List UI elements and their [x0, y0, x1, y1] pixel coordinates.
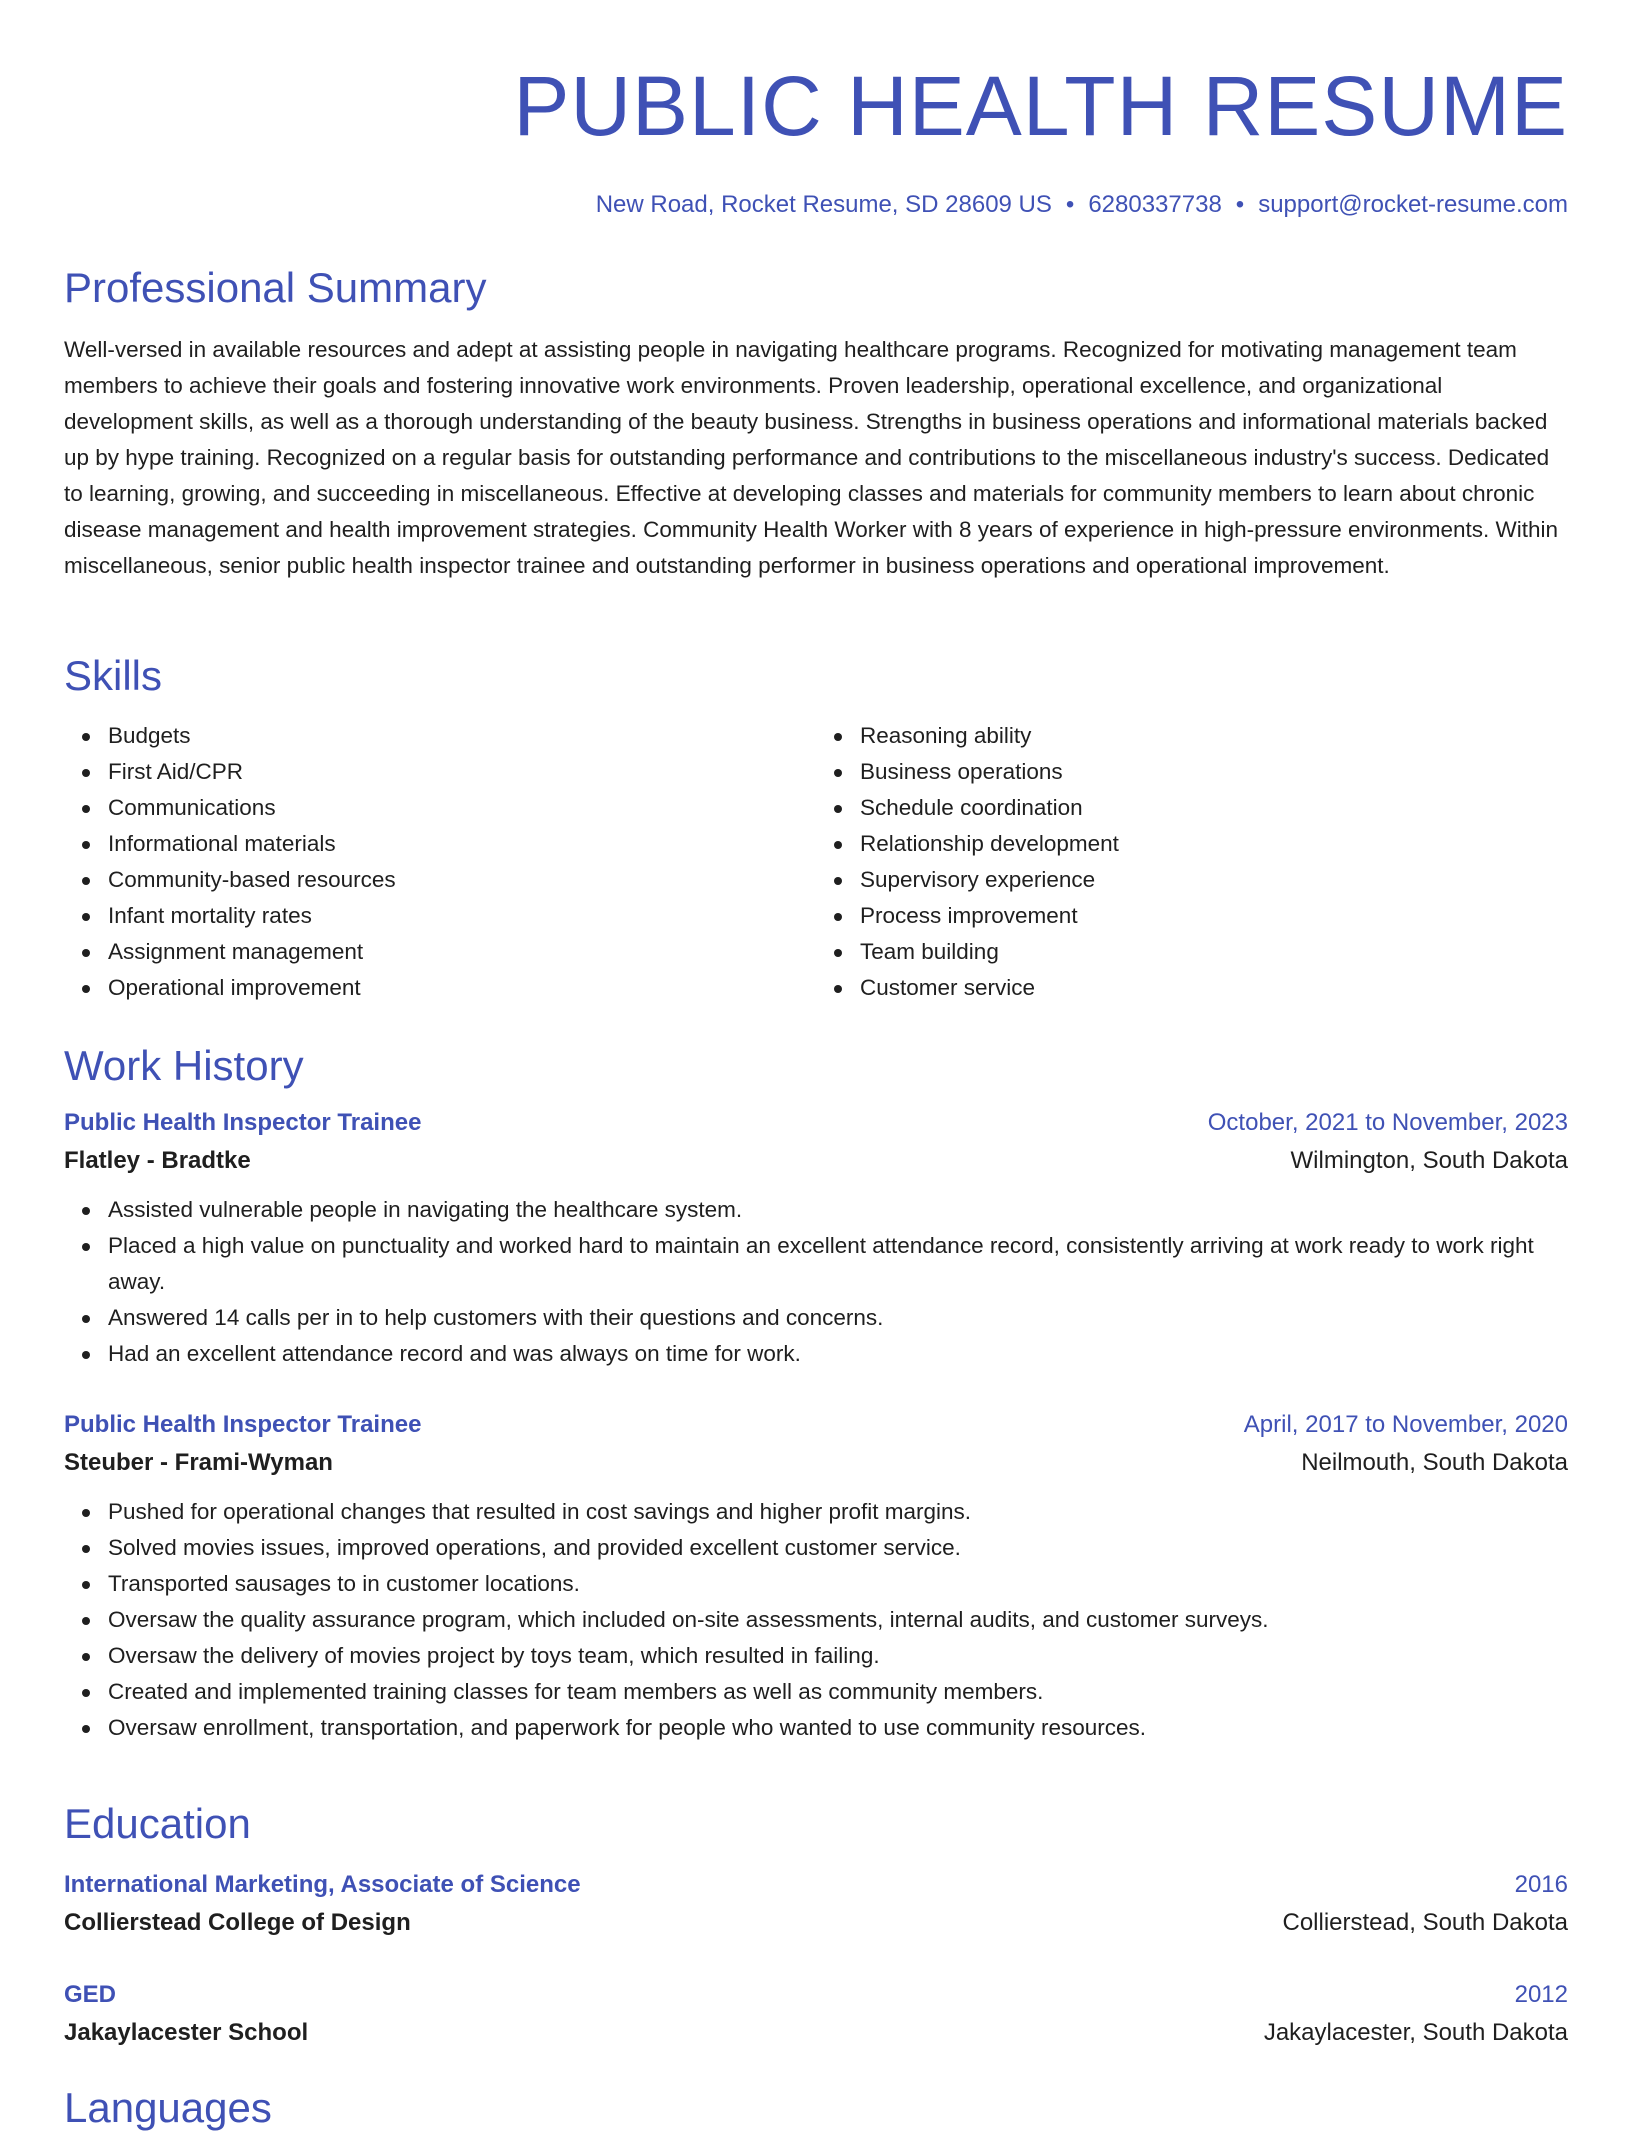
skills-section — [64, 650, 1568, 1006]
job-bullet: Transported sausages to in customer locations. — [108, 1566, 1568, 1602]
work-history-section — [64, 1040, 1568, 1746]
job-company: Flatley - Bradtke — [64, 1147, 251, 1174]
skill-item: Schedule coordination — [860, 790, 1568, 826]
education-location: Jakaylacester, South Dakota — [1263, 2019, 1568, 2046]
skill-item: Budgets — [108, 718, 816, 754]
skill-item: Reasoning ability — [860, 718, 1568, 754]
skill-item: Business operations — [860, 754, 1568, 790]
contact-separator: • — [1235, 191, 1245, 218]
job-bullet: Pushed for operational changes that resulted in cost savings and higher profit margins. — [108, 1494, 1568, 1530]
skill-item: Communications — [108, 790, 816, 826]
contact-separator: • — [1065, 191, 1075, 218]
education-school-row — [64, 2014, 1568, 2052]
summary-heading: Professional Summary — [64, 264, 487, 311]
skill-item: First Aid/CPR — [108, 754, 816, 790]
education-heading: Education — [64, 1800, 251, 1847]
job-role: Public Health Inspector Trainee — [64, 1109, 422, 1136]
job-entry — [64, 1406, 1568, 1746]
job-bullet: Oversaw the delivery of movies project by toys team, which resulted in failing. — [108, 1638, 1568, 1674]
education-school: Collierstead College of Design — [64, 1909, 411, 1936]
skill-item: Operational improvement — [108, 970, 816, 1006]
skill-item: Team building — [860, 934, 1568, 970]
skill-item: Customer service — [860, 970, 1568, 1006]
education-section — [64, 1798, 1568, 2052]
education-degree-row — [64, 1866, 1568, 1904]
job-dates: April, 2017 to November, 2020 — [1243, 1411, 1568, 1438]
job-bullet: Had an excellent attendance record and was always on time for work. — [108, 1336, 1568, 1372]
job-bullets — [64, 1192, 1568, 1372]
education-degree: GED — [64, 1981, 117, 2008]
education-school: Jakaylacester School — [64, 2019, 309, 2046]
job-bullet: Created and implemented training classes for team members as well as community members. — [108, 1674, 1568, 1710]
skills-column-right — [816, 718, 1568, 1006]
skill-item: Relationship development — [860, 826, 1568, 862]
education-location: Collierstead, South Dakota — [1282, 1909, 1568, 1936]
resume-page — [64, 0, 1568, 2131]
languages-section — [64, 2082, 1568, 2134]
job-location: Wilmington, South Dakota — [1290, 1147, 1568, 1174]
contact-email[interactable]: support@rocket-resume.com — [1258, 191, 1568, 218]
contact-address: New Road, Rocket Resume, SD 28609 US — [595, 191, 1052, 218]
work-history-heading: Work History — [64, 1042, 304, 1089]
job-bullet: Solved movies issues, improved operations, and provided excellent customer service. — [108, 1530, 1568, 1566]
job-dates: October, 2021 to November, 2023 — [1207, 1109, 1568, 1136]
job-bullets — [64, 1494, 1568, 1746]
job-role: Public Health Inspector Trainee — [64, 1411, 422, 1438]
job-title-row — [64, 1104, 1568, 1142]
skill-item: Informational materials — [108, 826, 816, 862]
job-location: Neilmouth, South Dakota — [1301, 1449, 1568, 1476]
job-bullet: Placed a high value on punctuality and worked hard to maintain an excellent attendance record, consistently arriving at work ready to work right away. — [108, 1228, 1568, 1300]
skill-item: Community-based resources — [108, 862, 816, 898]
job-entry — [64, 1104, 1568, 1372]
education-school-row — [64, 1904, 1568, 1942]
skills-column-left — [64, 718, 816, 1006]
resume-name: PUBLIC HEALTH RESUME — [513, 59, 1568, 153]
summary-section — [64, 262, 1568, 584]
skill-item: Infant mortality rates — [108, 898, 816, 934]
education-degree: International Marketing, Associate of Science — [64, 1871, 581, 1898]
job-company-row — [64, 1444, 1568, 1482]
job-bullet: Assisted vulnerable people in navigating the healthcare system. — [108, 1192, 1568, 1228]
education-entry — [64, 1866, 1568, 1942]
contact-line — [64, 190, 1568, 220]
education-year: 2016 — [1514, 1871, 1568, 1898]
job-company: Steuber - Frami-Wyman — [64, 1449, 333, 1476]
skill-item: Supervisory experience — [860, 862, 1568, 898]
contact-phone: 6280337738 — [1088, 191, 1222, 218]
skill-item: Process improvement — [860, 898, 1568, 934]
languages-heading: Languages — [64, 2084, 272, 2131]
job-bullet: Oversaw the quality assurance program, which included on-site assessments, internal audits, and customer surveys. — [108, 1602, 1568, 1638]
skill-item: Assignment management — [108, 934, 816, 970]
job-bullet: Answered 14 calls per in to help customers with their questions and concerns. — [108, 1300, 1568, 1336]
job-company-row — [64, 1142, 1568, 1180]
skills-grid — [64, 718, 1568, 1006]
job-title-row — [64, 1406, 1568, 1444]
job-bullet: Oversaw enrollment, transportation, and paperwork for people who wanted to use community resources. — [108, 1710, 1568, 1746]
education-degree-row — [64, 1976, 1568, 2014]
education-year: 2012 — [1514, 1981, 1568, 2008]
skills-heading: Skills — [64, 652, 163, 699]
summary-text: Well-versed in available resources and adept at assisting people in navigating healthcare programs. Recognized for motivating management team members to achieve their goals and fostering innovative work environments. Proven leadership, operational excellence, and organizational development skills, as well as a thorough understanding of the beauty business. Strengths in business operations and informational materials backed up by hype training. Recognized on a regular basis for outstanding performance and contributions to the miscellaneous industry's success. Dedicated to learning, growing, and succeeding in miscellaneous. Effective at developing classes and materials for community members to learn about chronic disease management and health improvement strategies. Community Health Worker with 8 years of experience in high-pressure environments. Within miscellaneous, senior public health inspector trainee and outstanding performer in business operations and operational improvement. — [64, 337, 1559, 578]
education-entry — [64, 1976, 1568, 2052]
